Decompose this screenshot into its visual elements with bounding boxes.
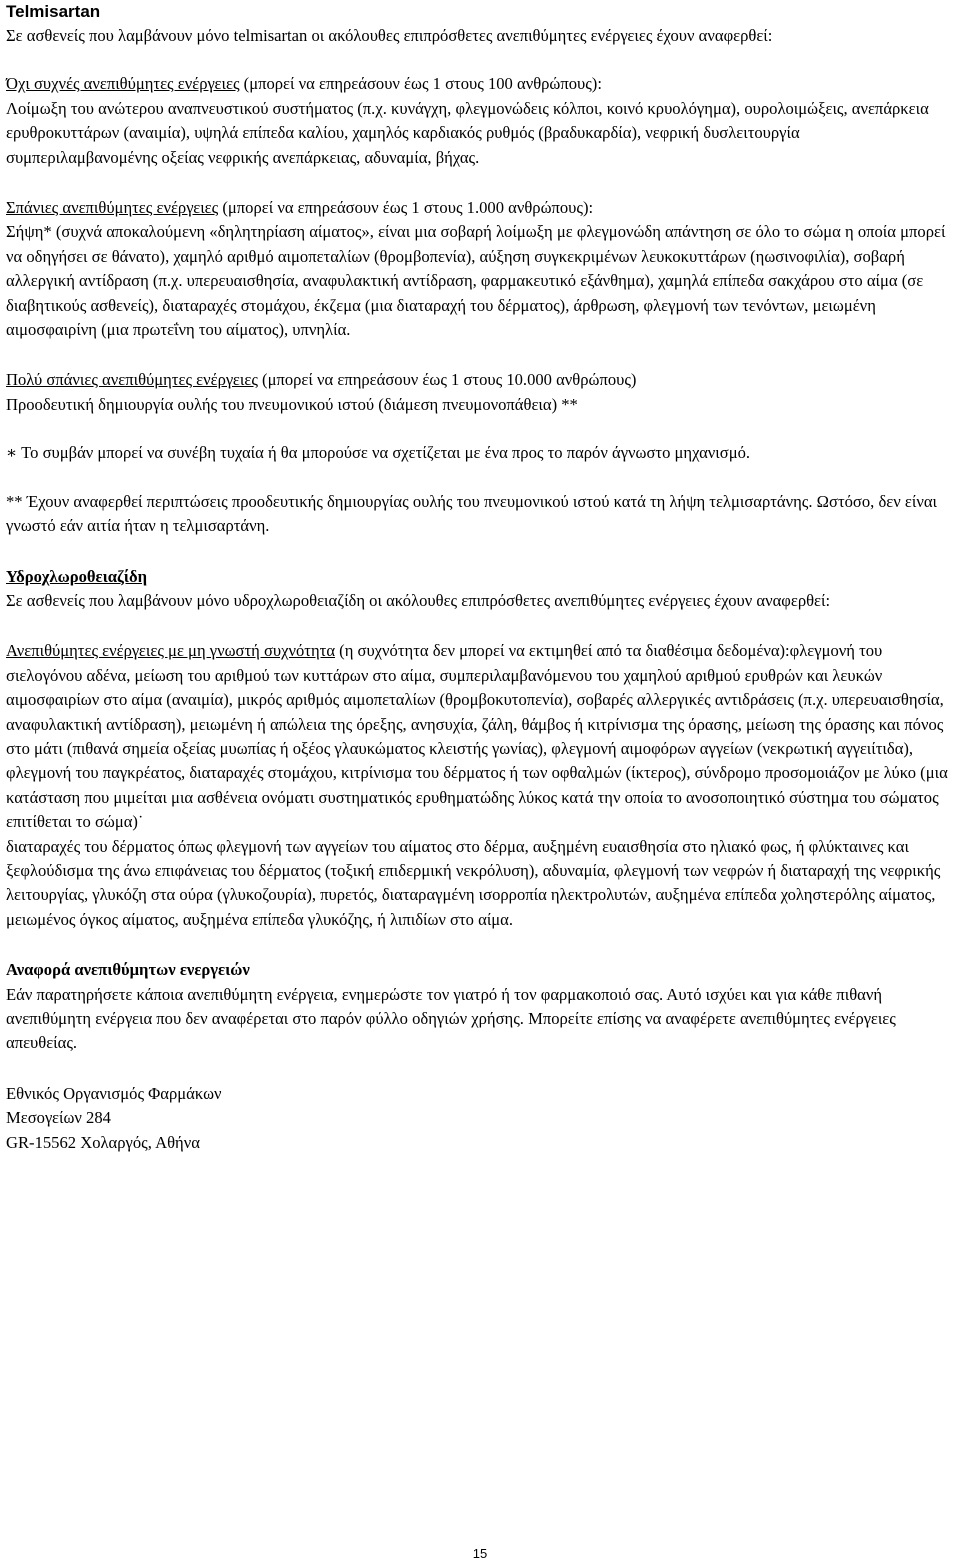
address-street: Μεσογείων 284	[6, 1108, 111, 1128]
rare-paragraph	[6, 196, 950, 220]
spacer	[6, 613, 950, 639]
page-number: 15	[472, 1546, 488, 1561]
spacer	[6, 417, 950, 441]
unknown-frequency-paragraph	[6, 639, 950, 834]
rare-frequency: (μπορεί να επηρεάσουν έως 1 στους 1.000 ανθρώπους):	[218, 198, 594, 218]
hydrochlorothiazide-intro: Σε ασθενείς που λαμβάνουν μόνο υδροχλωροθειαζίδη οι ακόλουθες επιπρόσθετες ανεπιθύμητες ενέργειες έχουν αναφερθεί:	[6, 590, 831, 610]
footnote-double-star: ** Έχουν αναφερθεί περιπτώσεις προοδευτικής δημιουργίας ουλής του πνευμονικού ιστού κατά τη λήψη τελμισαρτάνης. Ωστόσο, δεν είναι γνωστό εάν αιτία ήταν η τελμισαρτάνη.	[6, 491, 937, 536]
spacer	[6, 48, 950, 72]
address-city: GR-15562 Χολαργός, Αθήνα	[6, 1132, 200, 1152]
address-organization: Εθνικός Οργανισμός Φαρμάκων	[6, 1083, 222, 1103]
very-rare-heading: Πολύ σπάνιες ανεπιθύμητες ενέργειες	[6, 370, 258, 390]
uncommon-paragraph	[6, 72, 950, 96]
reporting-text: Εάν παρατηρήσετε κάποια ανεπιθύμητη ενέργεια, ενημερώστε τον γιατρό ή τον φαρμακοποιό σας. Αυτό ισχύει και για κάθε πιθανή ανεπιθύμητη ενέργεια που δεν αναφέρεται στο παρόν φύλλο οδηγιών χρήσης. Μπορείτε επίσης να αναφέρετε ανεπιθύμητες ενέργειες απευθείας.	[6, 984, 896, 1053]
unknown-frequency-text: (η συχνότητα δεν μπορεί να εκτιμηθεί από τα διαθέσιμα δεδομένα):φλεγμονή του σιελογόνου αδένα, μείωση του αριθμού των κυττάρων στο αίμα, συμπεριλαμβανόμενου του χαμηλού αριθμού ερυθρών και λευκών αιμοσφαιρίων στο αίμα (αναιμία), μικρός αριθμός αιμοπεταλίων (θρομβοκυτοπενία), σοβαρές αλλεργικές αντιδράσεις (π.χ. υπερευαισθησία, αναφυλακτική αντίδραση), μειωμένη ή απώλεια της όρεξης, ανησυχία, ζάλη, θάμβος ή κιτρίνισμα της όρασης, μείωση της όρασης και πόνος στο μάτι (πιθανά σημεία οξείας μυωπίας ή οξέος γλαυκώματος κλειστής γωνίας), φλεγμονή αιμοφόρων αγγείων (νεκρωτική αγγειίτιδα), φλεγμονή του παγκρέατος, διαταραχές στομάχου, κιτρίνισμα του δέρματος ή των οφθαλμών (ίκτερος), σύνδρομο προσομοιάζον με λύκο (μια κατάσταση που μιμείται μια ασθένεια ονόματι συστηματικός ερυθηματώδης λύκος κατά την οποία το ανοσοποιητικό σύστημα του σώματος επιτίθεται το σώμα)˙	[6, 641, 948, 832]
telmisartan-intro: Σε ασθενείς που λαμβάνουν μόνο telmisartan οι ακόλουθες επιπρόσθετες ανεπιθύμητες ενέργειες έχουν αναφερθεί:	[6, 26, 773, 45]
spacer	[6, 342, 950, 368]
skin-disorders-text: διαταραχές του δέρματος όπως φλεγμονή των αγγείων του αίματος στο δέρμα, αυξημένη ευαισθησία στο ηλιακό φως, ή φλύκταινες και ξεφλούδισμα της άνω επιφάνειας του δέρματος (τοξική επιδερμική νεκρόλυση), αδυναμία, φλεγμονή των νεφρών ή διαταραχή της νεφρικής λειτουργίας, γλυκόζη στα ούρα (γλυκοζουρία), πυρετός, διαταραγμένη ισορροπία ηλεκτρολυτών, αυξημένα επίπεδα χοληστερόλης αίματος, μειωμένος όγκος αίματος, αυξημένα επίπεδα γλυκόζης, ή λιπιδίων στο αίμα.	[6, 836, 941, 929]
very-rare-frequency: (μπορεί να επηρεάσουν έως 1 στους 10.000 ανθρώπους)	[257, 370, 637, 390]
uncommon-text: Λοίμωξη του ανώτερου αναπνευστικού συστήματος (π.χ. κυνάγχη, φλεγμονώδεις κόλποι, κοινό κρυολόγημα), ουρολοιμώξεις, ανεπάρκεια ερυθροκυττάρων (αναιμία), υψηλά επίπεδα καλίου, χαμηλός καρδιακός ρυθμός (βραδυκαρδία), νεφρική δυσλειτουργία συμπεριλαμβανομένης οξείας νεφρικής ανεπάρκειας, αδυναμία, βήχας.	[6, 98, 929, 167]
hydrochlorothiazide-title: Υδροχλωροθειαζίδη	[6, 566, 148, 586]
spacer	[6, 170, 950, 196]
spacer	[6, 539, 950, 565]
rare-text: Σήψη* (συχνά αποκαλούμενη «δηλητηρίαση αίματος», είναι μια σοβαρή λοίμωξη με φλεγμονώδη απάντηση σε όλο το σώμα η οποία μπορεί να οδηγήσει σε θάνατο), χαμηλό αριθμό αιμοπεταλίων (θρομβοπενία), αύξηση συγκεκριμένων λευκοκυττάρων (ηωσινοφιλία), σοβαρή αλλεργική αντίδραση (π.χ. υπερευαισθησία, αναφυλακτική αντίδραση, φαρμακευτικό εξάνθημα), χαμηλά επίπεδα σακχάρου στο αίμα (σε διαβητικούς ασθενείς), διαταραχές στομάχου, έκζεμα (μια διαταραχή του δέρματος), άρθρωση, φλεγμονή των τενόντων, μειωμένη αιμοσφαιρίνη (μια πρωτεΐνη του αίματος), υπνηλία.	[6, 222, 946, 340]
spacer	[6, 1056, 950, 1082]
rare-heading: Σπάνιες ανεπιθύμητες ενέργειες	[6, 198, 219, 218]
footnote-star: ∗ Το συμβάν μπορεί να συνέβη τυχαία ή θα μπορούσε να σχετίζεται με ένα προς το παρόν άγνωστο μηχανισμό.	[6, 443, 751, 463]
spacer	[6, 932, 950, 958]
spacer	[6, 466, 950, 490]
very-rare-text: Προοδευτική δημιουργία ουλής του πνευμονικού ιστού (διάμεση πνευμονοπάθεια) **	[6, 394, 578, 414]
very-rare-paragraph	[6, 368, 950, 392]
uncommon-heading: Όχι συχνές ανεπιθύμητες ενέργειες	[6, 74, 240, 94]
unknown-frequency-heading: Ανεπιθύμητες ενέργειες με μη γνωστή συχνότητα	[6, 641, 336, 661]
uncommon-frequency: (μπορεί να επηρεάσουν έως 1 στους 100 ανθρώπους):	[239, 74, 602, 94]
reporting-title: Αναφορά ανεπιθύμητων ενεργειών	[6, 960, 250, 980]
document-page	[6, 0, 950, 1155]
telmisartan-title: Telmisartan	[6, 2, 101, 21]
